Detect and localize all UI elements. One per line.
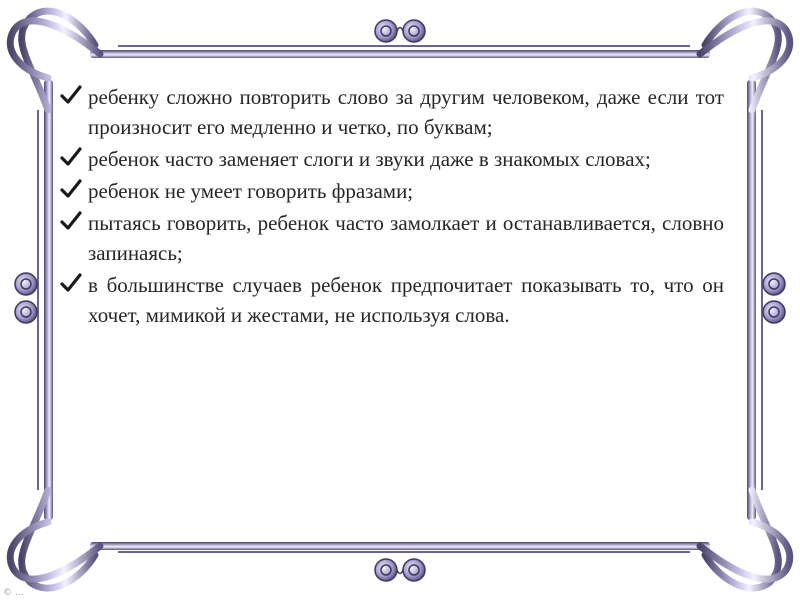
watermark: © ... [3, 588, 24, 598]
frame-top-bar [90, 50, 710, 58]
list-item-text: ребенку сложно повторить слово за другим человеком, даже если тот произносит его медленно и четко, по буквам; [88, 85, 724, 139]
spiral-ornament-top [375, 20, 425, 42]
list-item [60, 176, 724, 206]
list-item-text: ребенок не умеет говорить фразами; [88, 179, 414, 203]
list-item [60, 82, 724, 142]
frame-bottom-bar [90, 542, 710, 550]
check-mark-icon [60, 146, 82, 168]
list-item [60, 144, 724, 174]
list-item-text: в большинстве случаев ребенок предпочитает показывать то, что он хочет, мимикой и жестами, не используя слова. [88, 273, 724, 327]
spiral-ornament-right [763, 273, 785, 323]
list-item-text: ребенок часто заменяет слоги и звуки даже в знакомых словах; [88, 147, 651, 171]
spiral-ornament-left [15, 273, 37, 323]
bullet-list [60, 82, 724, 332]
spiral-ornament-bottom [375, 559, 425, 581]
check-mark-icon [60, 272, 82, 294]
check-mark-icon [60, 178, 82, 200]
list-item [60, 270, 724, 330]
check-mark-icon [60, 84, 82, 106]
list-item-text: пытаясь говорить, ребенок часто замолкает и останавливается, словно запинаясь; [88, 211, 724, 265]
list-item [60, 208, 724, 268]
check-mark-icon [60, 210, 82, 232]
